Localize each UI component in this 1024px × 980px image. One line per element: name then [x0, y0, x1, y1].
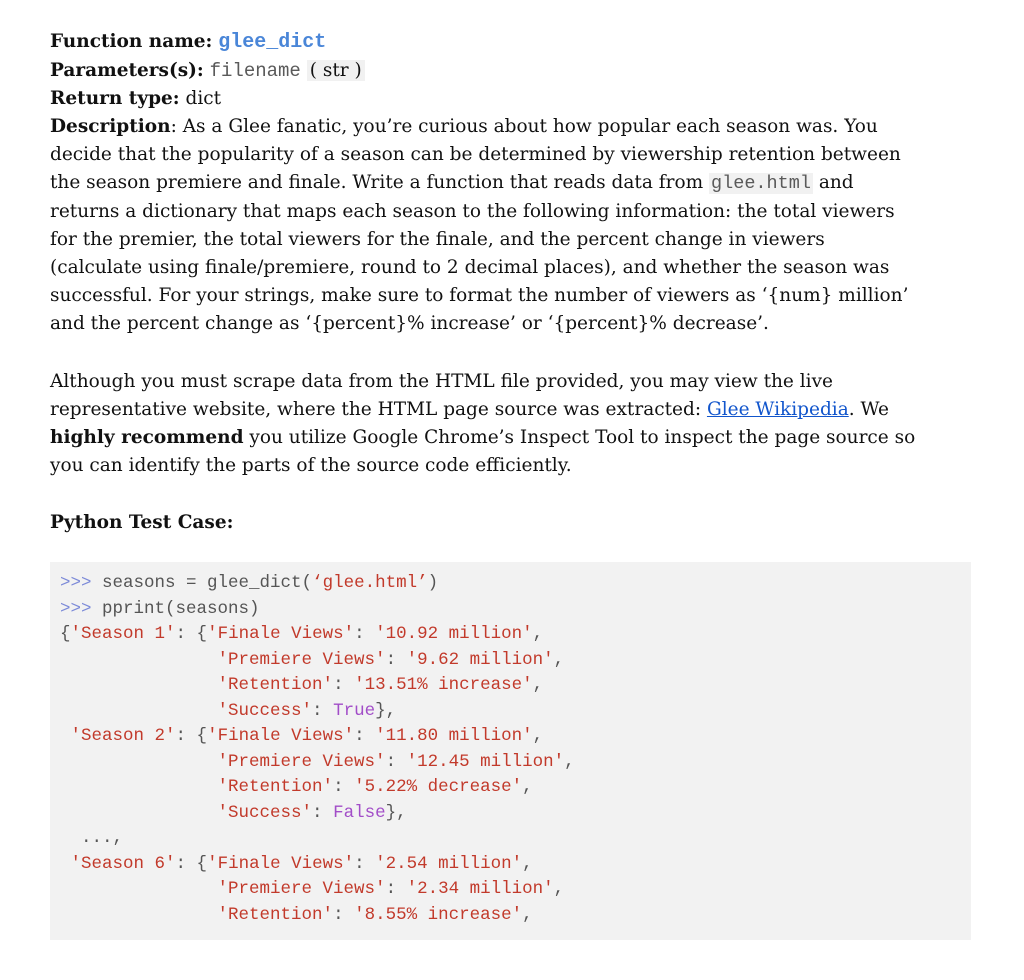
function-name-label: Function name: — [50, 31, 213, 52]
dict-key: 'Finale Views' — [207, 726, 355, 746]
code-line — [60, 828, 123, 848]
description-line: for the premier, the total viewers for the finale, and the percent change in viewers — [50, 229, 825, 250]
dict-key: 'Retention' — [217, 675, 334, 695]
code-line: 'Premiere Views': '9.62 million', — [217, 649, 565, 670]
season-key: 'Season 2' — [70, 726, 176, 746]
description-text: : As a Glee fanatic, you’re curious about how popular each season was. You — [170, 116, 878, 137]
parameters-line — [50, 57, 990, 85]
dict-key: 'Finale Views' — [207, 853, 355, 874]
prompt: >>> — [60, 598, 92, 619]
dict-key: 'Finale Views' — [207, 624, 355, 644]
code-line — [60, 599, 260, 619]
parameters-label: Parameters(s): — [50, 60, 204, 81]
parameter-close-paren: ) — [354, 60, 362, 81]
function-name: glee_dict — [218, 31, 327, 54]
code-text: ) — [427, 573, 439, 593]
dict-key: 'Retention' — [217, 777, 334, 797]
dict-value: '9.62 million' — [406, 649, 554, 670]
notes-line — [50, 424, 990, 452]
dict-key: 'Premiere Views' — [217, 879, 386, 899]
notes-line — [50, 396, 990, 424]
parameter-name: filename — [209, 60, 301, 82]
ellipsis: ..., — [81, 828, 124, 848]
code-line: 'Season 6': {'Finale Views': '2.54 million', — [70, 853, 533, 874]
notes-line: you can identify the parts of the source code efficiently. — [50, 455, 572, 476]
description-line: and the percent change as ‘{percent}% increase’ or ‘{percent}% decrease’. — [50, 313, 769, 334]
code-line: 'Retention': '5.22% decrease', — [217, 777, 533, 797]
function-spec — [50, 28, 990, 338]
bool-value: True — [333, 700, 376, 721]
dict-key: 'Premiere Views' — [217, 751, 386, 772]
parameter-type: str — [322, 60, 349, 81]
code-line: 'Retention': '8.55% increase', — [217, 904, 533, 925]
season-key: 'Season 1' — [70, 624, 176, 644]
dict-value: '10.92 million' — [375, 624, 533, 644]
season-key: 'Season 6' — [70, 853, 176, 874]
notes-text: you utilize Google Chrome’s Inspect Tool to inspect the page source so — [243, 427, 916, 448]
description-label: Description — [50, 116, 171, 137]
dict-value: '2.34 million' — [406, 879, 554, 899]
parameter-open-paren: ( — [309, 60, 317, 81]
description — [50, 113, 990, 338]
description-line: successful. For your strings, make sure to format the number of viewers as ‘{num} million’ — [50, 285, 909, 306]
dict-key: 'Premiere Views' — [217, 649, 386, 670]
dict-value: '11.80 million' — [375, 726, 533, 746]
dict-value: '8.55% increase' — [354, 904, 523, 925]
test-case-heading: Python Test Case: — [50, 512, 234, 533]
dict-value: '12.45 million' — [406, 751, 565, 772]
code-text: seasons = glee_dict( — [91, 573, 313, 593]
notes-line: Although you must scrape data from the HTML file provided, you may view the live — [50, 371, 833, 392]
description-line: decide that the popularity of a season can be determined by viewership retention between — [50, 144, 901, 165]
dict-key: 'Retention' — [217, 904, 334, 925]
code-listing — [60, 571, 575, 928]
return-type-label: Return type: — [50, 88, 180, 109]
function-name-line — [50, 28, 990, 57]
dict-value: '13.51% increase' — [354, 675, 533, 695]
dict-key: 'Success' — [217, 700, 313, 721]
description-line — [50, 169, 990, 198]
code-line: 'Premiere Views': '12.45 million', — [217, 751, 575, 772]
code-line: 'Success': True}, — [217, 700, 397, 721]
description-text: and — [812, 172, 854, 193]
code-line: 'Retention': '13.51% increase', — [217, 675, 544, 695]
return-type-line — [50, 85, 990, 113]
prompt: >>> — [60, 573, 92, 593]
code-line: 'Premiere Views': '2.34 million', — [217, 879, 565, 899]
return-type-value: dict — [185, 88, 222, 109]
code-text: pprint(seasons) — [91, 598, 260, 619]
parameter-type-group — [307, 60, 365, 81]
dict-value: '2.54 million' — [375, 853, 523, 874]
dict-value: '5.22% decrease' — [354, 777, 523, 797]
string-literal: ‘glee.html’ — [312, 573, 428, 593]
glee-wikipedia-link[interactable]: Glee Wikipedia — [706, 399, 849, 420]
code-line: {'Season 1': {'Finale Views': '10.92 million', — [60, 624, 544, 644]
emphasis-text: highly recommend — [50, 427, 244, 448]
description-line — [50, 113, 990, 141]
description-text: the season premiere and finale. Write a function that reads data from — [50, 172, 710, 193]
notes-text: . We — [848, 399, 889, 420]
description-line: returns a dictionary that maps each season to the following information: the total viewers — [50, 201, 895, 222]
notes-text: representative website, where the HTML page source was extracted: — [50, 399, 707, 420]
code-line: 'Season 2': {'Finale Views': '11.80 million', — [70, 726, 544, 746]
code-line — [60, 573, 438, 593]
code-line: 'Success': False}, — [217, 802, 407, 823]
code-block — [50, 562, 971, 940]
inline-code-filename: glee.html — [711, 173, 811, 194]
bool-value: False — [333, 802, 386, 823]
dict-key: 'Success' — [217, 802, 313, 823]
notes-paragraph — [50, 368, 990, 480]
description-line: (calculate using finale/premiere, round to 2 decimal places), and whether the season was — [50, 257, 890, 278]
